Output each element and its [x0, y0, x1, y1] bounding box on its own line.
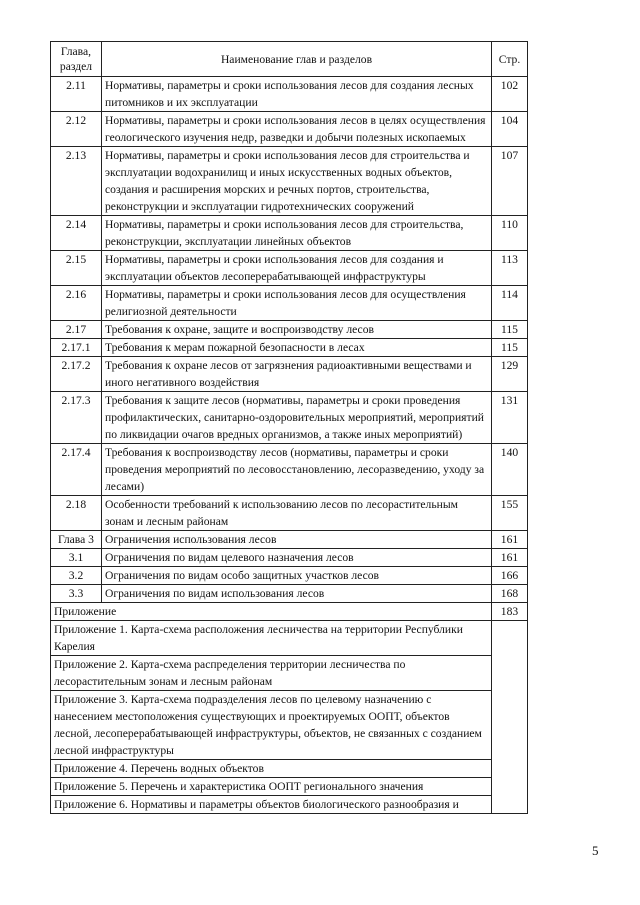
- toc-section-title: Нормативы, параметры и сроки использования лесов в целях осуществления геологического изучения недр, разведки и добычи полезных ископаемых: [102, 112, 492, 147]
- toc-section-number: 2.17.3: [51, 392, 102, 444]
- toc-section-title: Требования к охране лесов от загрязнения радиоактивными веществами и иного негативного воздействия: [102, 357, 492, 392]
- toc-row: [51, 286, 528, 321]
- toc-section-number: 2.17.1: [51, 339, 102, 357]
- toc-row: [51, 549, 528, 567]
- toc-row: [51, 77, 528, 112]
- toc-table: [50, 41, 528, 814]
- toc-row: [51, 567, 528, 585]
- toc-page-number: 102: [492, 77, 528, 112]
- toc-section-title: Требования к воспроизводству лесов (нормативы, параметры и сроки проведения мероприятий по лесовосстановлению, лесоразведению, уходу за лесами): [102, 444, 492, 496]
- toc-section-number: 2.13: [51, 147, 102, 216]
- toc-row: [51, 496, 528, 531]
- toc-page-number: 161: [492, 549, 528, 567]
- toc-page-number: 166: [492, 567, 528, 585]
- appendix-item: [51, 621, 528, 656]
- appendix-item-title: Приложение 4. Перечень водных объектов: [51, 760, 492, 778]
- appendix-page-number: 183: [492, 603, 528, 621]
- toc-page-number: 168: [492, 585, 528, 603]
- toc-section-number: 2.16: [51, 286, 102, 321]
- toc-row: [51, 216, 528, 251]
- toc-section-number: 2.17.4: [51, 444, 102, 496]
- toc-section-number: 2.14: [51, 216, 102, 251]
- toc-row: [51, 147, 528, 216]
- toc-section-number: 3.3: [51, 585, 102, 603]
- toc-row: [51, 585, 528, 603]
- toc-page-number: 129: [492, 357, 528, 392]
- toc-section-number: 2.17.2: [51, 357, 102, 392]
- toc-section-title: Нормативы, параметры и сроки использования лесов для строительства и эксплуатации водохранилищ и иных искусственных водных объектов, создания и расширения морских и речных портов, строительства, реконструкции и эксплуатации гидротехнических сооружений: [102, 147, 492, 216]
- toc-row: [51, 112, 528, 147]
- toc-section-title: Ограничения по видам использования лесов: [102, 585, 492, 603]
- toc-section-number: 2.11: [51, 77, 102, 112]
- toc-appendix-row: [51, 603, 528, 621]
- toc-section-title: Нормативы, параметры и сроки использования лесов для создания и эксплуатации объектов лесоперерабатывающей инфраструктуры: [102, 251, 492, 286]
- appendix-item: [51, 656, 528, 691]
- toc-section-title: Ограничения по видам целевого назначения лесов: [102, 549, 492, 567]
- toc-row: [51, 392, 528, 444]
- appendix-item: [51, 691, 528, 760]
- toc-header-row: [51, 42, 528, 77]
- appendix-item-title: Приложение 1. Карта-схема расположения лесничества на территории Республики Карелия: [51, 621, 492, 656]
- toc-section-title: Особенности требований к использованию лесов по лесорастительным зонам и лесным районам: [102, 496, 492, 531]
- toc-page-number: 115: [492, 321, 528, 339]
- toc-page-number: 114: [492, 286, 528, 321]
- toc-section-title: Требования к охране, защите и воспроизводству лесов: [102, 321, 492, 339]
- toc-section-number: 3.2: [51, 567, 102, 585]
- header-chapter-section: Глава, раздел: [51, 42, 102, 77]
- toc-page-number: 140: [492, 444, 528, 496]
- toc-row: [51, 357, 528, 392]
- toc-section-title: Нормативы, параметры и сроки использования лесов для создания лесных питомников и их эксплуатации: [102, 77, 492, 112]
- toc-section-number: 2.12: [51, 112, 102, 147]
- toc-section-number: Глава 3: [51, 531, 102, 549]
- toc-page-number: 104: [492, 112, 528, 147]
- toc-page-number: 131: [492, 392, 528, 444]
- toc-section-number: 2.18: [51, 496, 102, 531]
- toc-section-number: 3.1: [51, 549, 102, 567]
- toc-page-number: 110: [492, 216, 528, 251]
- toc-page-number: 155: [492, 496, 528, 531]
- toc-row: [51, 251, 528, 286]
- toc-page-number: 161: [492, 531, 528, 549]
- toc-body: [51, 77, 528, 814]
- appendix-item: [51, 778, 528, 796]
- toc-section-title: Требования к мерам пожарной безопасности в лесах: [102, 339, 492, 357]
- toc-section-number: 2.17: [51, 321, 102, 339]
- header-title: Наименование глав и разделов: [102, 42, 492, 77]
- appendix-item-title: Приложение 5. Перечень и характеристика ООПТ регионального значения: [51, 778, 492, 796]
- toc-section-title: Ограничения по видам особо защитных участков лесов: [102, 567, 492, 585]
- toc-page-number: 107: [492, 147, 528, 216]
- toc-row: [51, 531, 528, 549]
- toc-section-title: Нормативы, параметры и сроки использования лесов для строительства, реконструкции, эксплуатации линейных объектов: [102, 216, 492, 251]
- toc-section-title: Ограничения использования лесов: [102, 531, 492, 549]
- header-page: Стр.: [492, 42, 528, 77]
- page-number: 5: [592, 843, 599, 858]
- appendix-item: [51, 760, 528, 778]
- appendix-item-title: Приложение 2. Карта-схема распределения территории лесничества по лесорастительным зонам и лесным районам: [51, 656, 492, 691]
- toc-row: [51, 321, 528, 339]
- toc-section-number: 2.15: [51, 251, 102, 286]
- appendix-item-title: Приложение 3. Карта-схема подразделения лесов по целевому назначению с нанесением местоположения существующих и проектируемых ООПТ, объектов лесной, лесоперерабатывающей инфраструктуры, объектов, не связанных с созданием лесной инфраструктуры: [51, 691, 492, 760]
- toc-page-number: 113: [492, 251, 528, 286]
- toc-section-title: Нормативы, параметры и сроки использования лесов для осуществления религиозной деятельности: [102, 286, 492, 321]
- toc-section-title: Требования к защите лесов (нормативы, параметры и сроки проведения профилактических, санитарно-оздоровительных мероприятий, мероприятий по ликвидации очагов вредных организмов, а также иных мероприятий): [102, 392, 492, 444]
- appendix-item: [51, 796, 528, 814]
- toc-row: [51, 339, 528, 357]
- appendix-title: Приложение: [51, 603, 492, 621]
- appendix-page-blank: [492, 621, 528, 814]
- toc-row: [51, 444, 528, 496]
- appendix-item-title: Приложение 6. Нормативы и параметры объектов биологического разнообразия и: [51, 796, 492, 814]
- toc-page-number: 115: [492, 339, 528, 357]
